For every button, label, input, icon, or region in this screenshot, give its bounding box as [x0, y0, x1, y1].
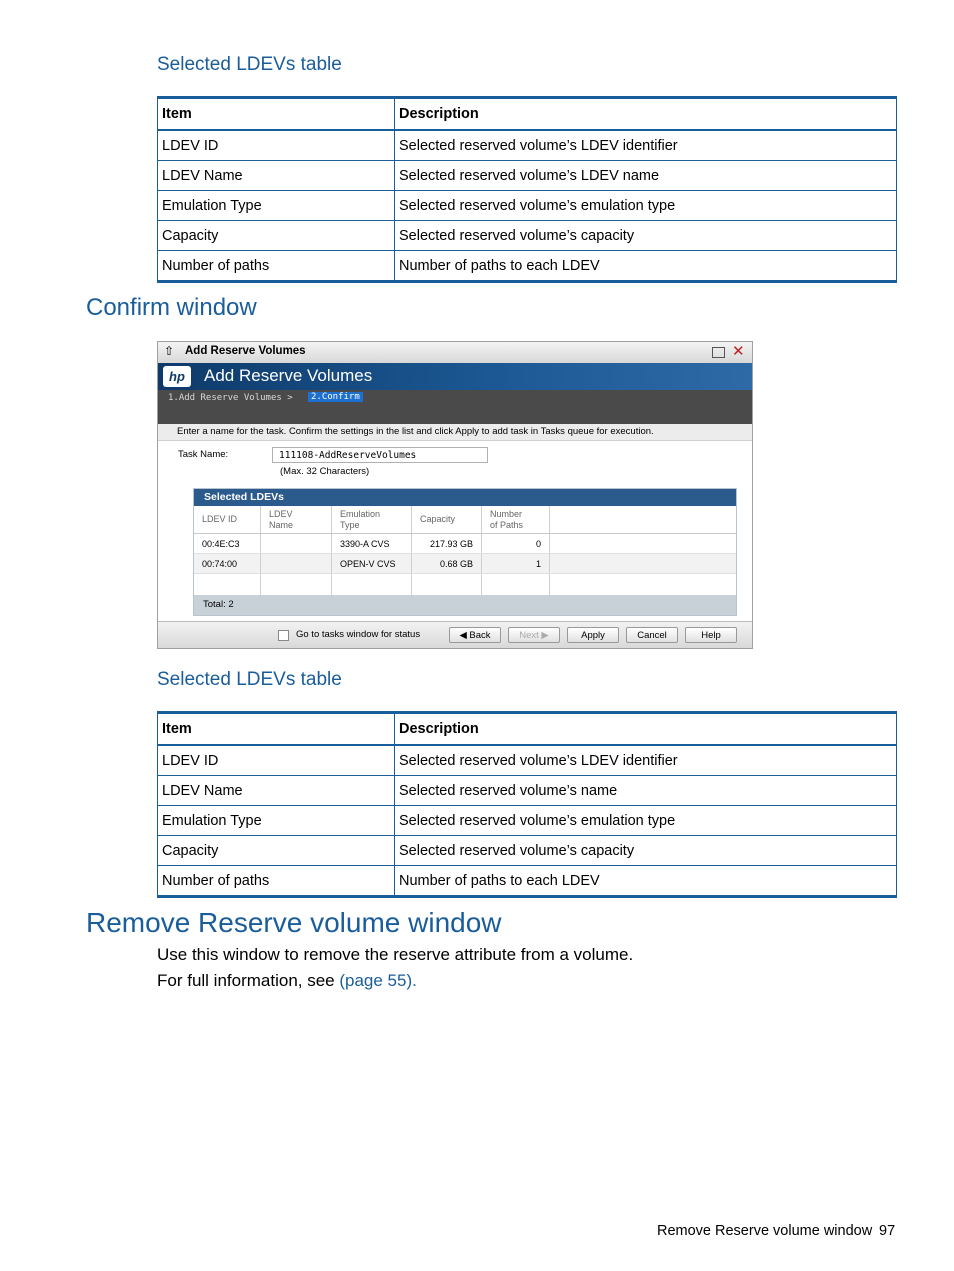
table-row [158, 776, 897, 806]
table-caption: Selected LDEVs table [157, 669, 342, 690]
description-cell: Selected reserved volume’s LDEV identifier [395, 130, 897, 161]
table-row[interactable] [194, 534, 736, 554]
instruction-bar [158, 424, 752, 441]
description-cell: Selected reserved volume’s emulation type [395, 806, 897, 836]
ldev-name-cell [261, 534, 332, 554]
goto-tasks-label: Go to tasks window for status [296, 629, 421, 640]
column-header-ldev-name[interactable]: LDEV Name [261, 506, 332, 534]
description-cell: Selected reserved volume’s capacity [395, 836, 897, 866]
item-cell: Emulation Type [158, 806, 395, 836]
description-cell: Number of paths to each LDEV [395, 251, 897, 282]
selected-ldevs-panel [193, 488, 737, 616]
maximize-icon[interactable] [712, 347, 725, 358]
table-row [158, 161, 897, 191]
close-icon[interactable]: ✕ [732, 343, 745, 360]
paths-cell: 0 [482, 534, 550, 554]
column-header-number-of-paths[interactable]: Number of Paths [482, 506, 550, 534]
description-cell: Selected reserved volume’s capacity [395, 221, 897, 251]
help-button[interactable]: Help [685, 627, 737, 643]
section-heading-confirm: Confirm window [86, 294, 257, 321]
column-header-emulation-type[interactable]: Emulation Type [332, 506, 412, 534]
table-row [158, 191, 897, 221]
item-cell: LDEV ID [158, 745, 395, 776]
instruction-text: Enter a name for the task. Confirm the settings in the list and click Apply to add task in Tasks queue for execution. [177, 426, 654, 437]
capacity-cell: 0.68 GB [412, 554, 482, 574]
window-title: Add Reserve Volumes [185, 345, 306, 357]
next-button[interactable]: Next ▶ [508, 627, 560, 643]
collapse-icon[interactable]: ⇧ [164, 344, 175, 358]
item-cell: Emulation Type [158, 191, 395, 221]
table-row [158, 866, 897, 897]
item-cell: LDEV Name [158, 776, 395, 806]
remove-description: Use this window to remove the reserve attribute from a volume. [157, 945, 634, 964]
table-row [158, 251, 897, 282]
column-header-description: Description [395, 713, 897, 746]
ldev-id-cell: 00:74:00 [194, 554, 261, 574]
item-cell: LDEV ID [158, 130, 395, 161]
banner-title: Add Reserve Volumes [204, 366, 373, 385]
ldev-id-cell: 00:4E:C3 [194, 534, 261, 554]
column-header-item: Item [158, 98, 395, 131]
cancel-button[interactable]: Cancel [626, 627, 678, 643]
step-add-reserve-volumes: 1.Add Reserve Volumes > [168, 393, 293, 403]
item-cell: Capacity [158, 221, 395, 251]
item-cell: LDEV Name [158, 161, 395, 191]
ldev-name-cell [261, 554, 332, 574]
table-row [158, 130, 897, 161]
footer-title: Remove Reserve volume window [657, 1223, 873, 1239]
task-name-input[interactable]: 111108-AddReserveVolumes [272, 447, 488, 463]
table-row [158, 836, 897, 866]
description-cell: Selected reserved volume’s name [395, 776, 897, 806]
item-cell: Capacity [158, 836, 395, 866]
paths-cell: 1 [482, 554, 550, 574]
description-cell: Selected reserved volume’s LDEV identifier [395, 745, 897, 776]
description-cell: Number of paths to each LDEV [395, 866, 897, 897]
column-header-item: Item [158, 713, 395, 746]
window-footer [158, 621, 752, 648]
table-row [158, 745, 897, 776]
selected-ldevs-table [157, 96, 897, 283]
panel-title: Selected LDEVs [194, 489, 736, 506]
hp-logo: hp [163, 366, 191, 387]
window-banner [158, 363, 752, 390]
column-header-description: Description [395, 98, 897, 131]
task-name-label: Task Name: [178, 449, 229, 460]
table-row [158, 221, 897, 251]
task-name-hint: (Max. 32 Characters) [280, 466, 370, 477]
section-heading-remove: Remove Reserve volume window [86, 907, 502, 938]
step-confirm: 2.Confirm [308, 392, 363, 402]
apply-button[interactable]: Apply [567, 627, 619, 643]
goto-tasks-checkbox[interactable] [278, 630, 289, 641]
back-button[interactable]: ◀ Back [449, 627, 501, 643]
page-number: 97 [879, 1223, 896, 1239]
wizard-steps [158, 390, 752, 424]
selected-ldevs-grid [194, 506, 736, 602]
table-caption: Selected LDEVs table [157, 54, 342, 75]
description-cell: Selected reserved volume’s emulation type [395, 191, 897, 221]
column-header-ldev-id[interactable]: LDEV ID [194, 506, 261, 534]
selected-ldevs-table [157, 711, 897, 898]
table-row [158, 806, 897, 836]
description-cell: Selected reserved volume’s LDEV name [395, 161, 897, 191]
remove-reference [157, 971, 417, 991]
emulation-cell: OPEN-V CVS [332, 554, 412, 574]
emulation-cell: 3390-A CVS [332, 534, 412, 554]
reference-text: For full information, see [157, 971, 340, 990]
page-link[interactable]: (page 55). [339, 971, 417, 990]
column-header-capacity[interactable]: Capacity [412, 506, 482, 534]
table-row[interactable] [194, 554, 736, 574]
item-cell: Number of paths [158, 866, 395, 897]
window-titlebar [158, 342, 752, 363]
total-count: Total: 2 [194, 595, 736, 615]
item-cell: Number of paths [158, 251, 395, 282]
capacity-cell: 217.93 GB [412, 534, 482, 554]
confirm-window-screenshot [157, 341, 753, 649]
